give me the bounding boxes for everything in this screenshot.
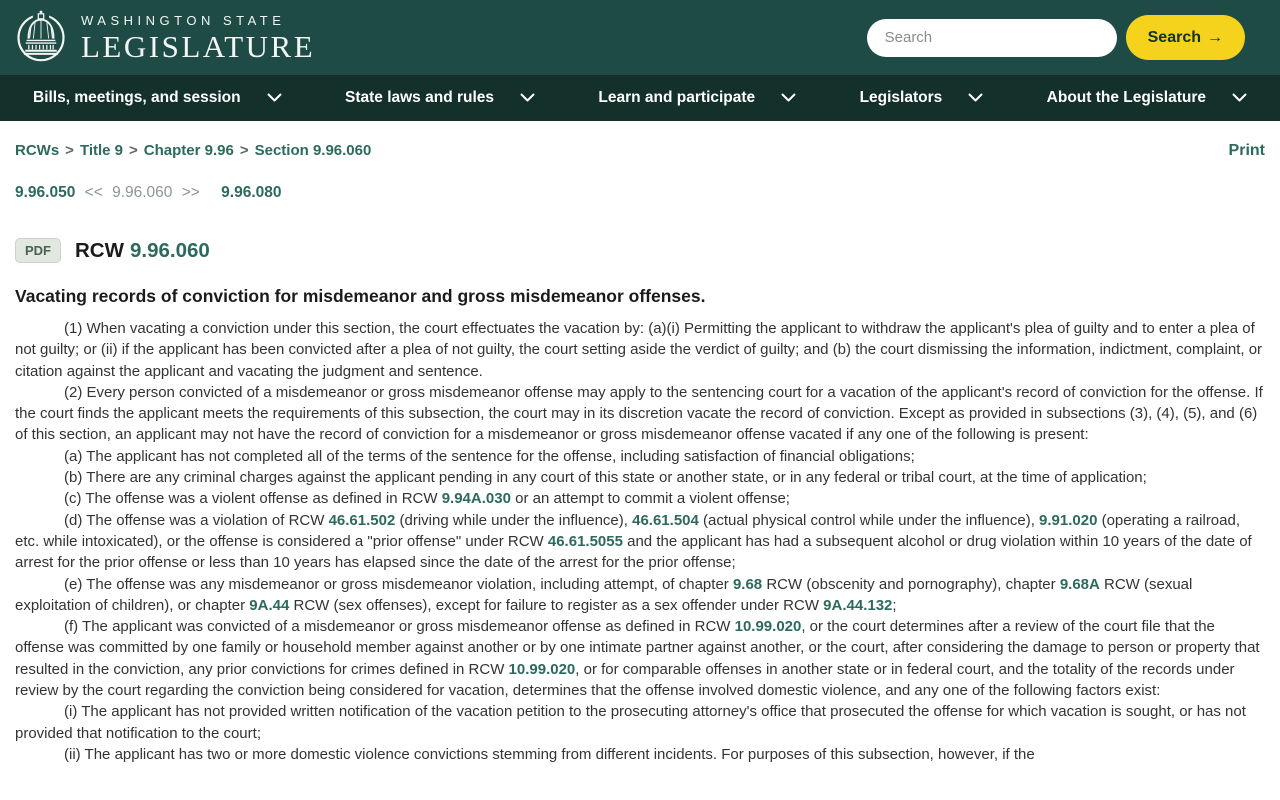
nav-item-label: Bills, meetings, and session	[33, 89, 241, 106]
statute-paragraph: (1) When vacating a conviction under this section, the court effectuates the vacation by: (a)(i) Permitting the applicant to withdraw the applicant's plea of guilty and to enter a plea of not guilty; or (ii) if the applicant has been convicted after a plea of not guilty, the court setting aside the verdict of guilty; and (b) the court dismissing the information, indictment, complaint, or citation against the applicant and vacating the judgment and sentence.	[15, 320, 1263, 380]
rcw-link[interactable]: 10.99.020	[508, 660, 576, 678]
site-logo[interactable]	[14, 8, 315, 67]
search-input[interactable]	[867, 19, 1117, 57]
nav-item[interactable]	[1047, 89, 1247, 107]
statute-paragraph: (2) Every person convicted of a misdemeanor or gross misdemeanor offense may apply to the sentencing court for a vacation of the applicant's record of conviction for the offense. If the court finds the applicant meets the requirements of this subsection, the court may in its discretion vacate the record of conviction. Except as provided in subsections (3), (4), (5), and (6) of this section, an applicant may not have the record of conviction for a misdemeanor or gross misdemeanor offense vacated if any one of the following is present:	[15, 383, 1263, 444]
breadcrumb-link[interactable]: Title 9	[79, 142, 124, 159]
statute-paragraph: (b) There are any criminal charges against the applicant pending in any court of this state or another state, or in any federal or tribal court, at the time of application;	[64, 469, 1147, 487]
nav-item-label: Legislators	[859, 89, 943, 106]
search-button-label: Search	[1147, 28, 1201, 46]
pager-right-arrows: >>	[181, 184, 200, 201]
breadcrumb-link[interactable]: Chapter 9.96	[143, 142, 234, 159]
arrow-right-icon: →	[1207, 28, 1223, 46]
breadcrumb-link[interactable]: RCWs	[15, 142, 60, 159]
chevron-down-icon	[781, 93, 796, 103]
logo-org-name: LEGISLATURE	[81, 28, 316, 64]
breadcrumb-separator: >	[239, 142, 249, 159]
rcw-section-number: 9.96.060	[129, 238, 210, 262]
breadcrumb	[15, 142, 371, 159]
nav-item[interactable]	[860, 89, 984, 107]
search-area	[867, 15, 1245, 60]
chevron-down-icon	[267, 93, 282, 103]
breadcrumb-link[interactable]: Section 9.96.060	[254, 142, 372, 159]
main-content	[0, 121, 1280, 765]
section-pager	[15, 184, 1265, 202]
logo-state-name: WASHINGTON STATE	[81, 12, 286, 28]
statute-paragraph: (e) The offense was any misdemeanor or gross misdemeanor violation, including attempt, of chapter 9.68 RCW (obscenity and pornography), chapter 9.68A RCW (sexual exploitation of children), or chapter 9A.44 RCW (sex offenses), except for failure to register as a sex offender under RCW 9A.44.132;	[15, 575, 1193, 614]
chevron-down-icon	[1232, 93, 1247, 103]
rcw-link[interactable]: 46.61.504	[632, 511, 699, 529]
nav-item[interactable]	[345, 89, 535, 107]
section-title: Vacating records of conviction for misdemeanor and gross misdemeanor offenses.	[15, 286, 706, 306]
nav-item[interactable]	[598, 89, 796, 107]
prev-section-link[interactable]: 9.96.050	[15, 184, 76, 201]
site-header	[0, 0, 1280, 75]
rcw-link[interactable]: 10.99.020	[734, 618, 802, 636]
statute-paragraph: (i) The applicant has not provided written notification of the vacation petition to the prosecuting attorney's office that prosecuted the offense for which vacation is sought, or has not provided that notification to the court;	[15, 703, 1246, 742]
rcw-link[interactable]: 9.91.020	[1039, 511, 1098, 529]
primary-nav	[0, 75, 1280, 121]
rcw-link[interactable]: 46.61.502	[328, 511, 396, 529]
site-logo-text	[81, 14, 315, 62]
statute-paragraph: (f) The applicant was convicted of a misdemeanor or gross misdemeanor offense as defined in RCW 10.99.020, or the court determines after a review of the court file that the offense was committed by one family or household member against another or by one intimate partner against another, or the court, after considering the damage to person or property that resulted in the conviction, any prior convictions for crimes defined in RCW 10.99.020, or for comparable offenses in another state or in federal court, and the totality of the records under review by the court regarding the conviction being considered for vacation, determines that the offense involved domestic violence, and any one of the following factors exist:	[15, 618, 1260, 700]
breadcrumb-separator: >	[129, 142, 138, 159]
rcw-link[interactable]: 9.68A	[1059, 575, 1100, 593]
breadcrumb-separator: >	[65, 142, 74, 159]
capitol-dome-icon	[14, 8, 68, 67]
breadcrumb-row	[15, 142, 1265, 160]
rcw-link[interactable]: 9A.44	[249, 596, 290, 614]
statute-paragraph: (a) The applicant has not completed all of the terms of the sentence for the offense, including satisfaction of financial obligations;	[64, 447, 915, 465]
statute-paragraph: (ii) The applicant has two or more domestic violence convictions stemming from different incidents. For purposes of this subsection, however, if the	[64, 745, 1035, 763]
document-header	[15, 238, 1265, 263]
chevron-down-icon	[520, 93, 535, 103]
chevron-down-icon	[968, 93, 983, 103]
next-section-link[interactable]: 9.96.080	[221, 184, 282, 201]
current-section-number: 9.96.060	[112, 184, 173, 201]
rcw-link[interactable]: 9.94A.030	[441, 490, 511, 508]
nav-item[interactable]	[33, 89, 282, 107]
rcw-link[interactable]: 46.61.5055	[547, 532, 623, 550]
statute-body	[15, 318, 1265, 765]
rcw-link[interactable]: 9.68	[732, 575, 763, 593]
nav-item-label: Learn and participate	[598, 89, 756, 106]
search-button[interactable]	[1126, 15, 1245, 60]
nav-item-label: About the Legislature	[1046, 89, 1206, 106]
statute-paragraph: (d) The offense was a violation of RCW 46.61.502 (driving while under the influence), 46.61.504 (actual physical control while under the influence), 9.91.020 (operating a railroad, etc. while intoxicated), or the offense is considered a "prior offense" under RCW 46.61.5055 and the applicant has had a subsequent alcohol or drug violation within 10 years of the date of arrest for the prior offense or less than 10 years has elapsed since the date of the arrest for the prior offense;	[15, 511, 1252, 572]
print-link[interactable]: Print	[1228, 142, 1265, 159]
rcw-link[interactable]: 9A.44.132	[823, 596, 893, 614]
rcw-title	[75, 239, 210, 263]
pager-left-arrows: <<	[84, 184, 103, 201]
pdf-button[interactable]: PDF	[15, 238, 61, 263]
rcw-prefix: RCW	[75, 238, 124, 262]
nav-item-label: State laws and rules	[344, 89, 495, 106]
statute-paragraph: (c) The offense was a violent offense as defined in RCW 9.94A.030 or an attempt to commit a violent offense;	[64, 490, 790, 508]
